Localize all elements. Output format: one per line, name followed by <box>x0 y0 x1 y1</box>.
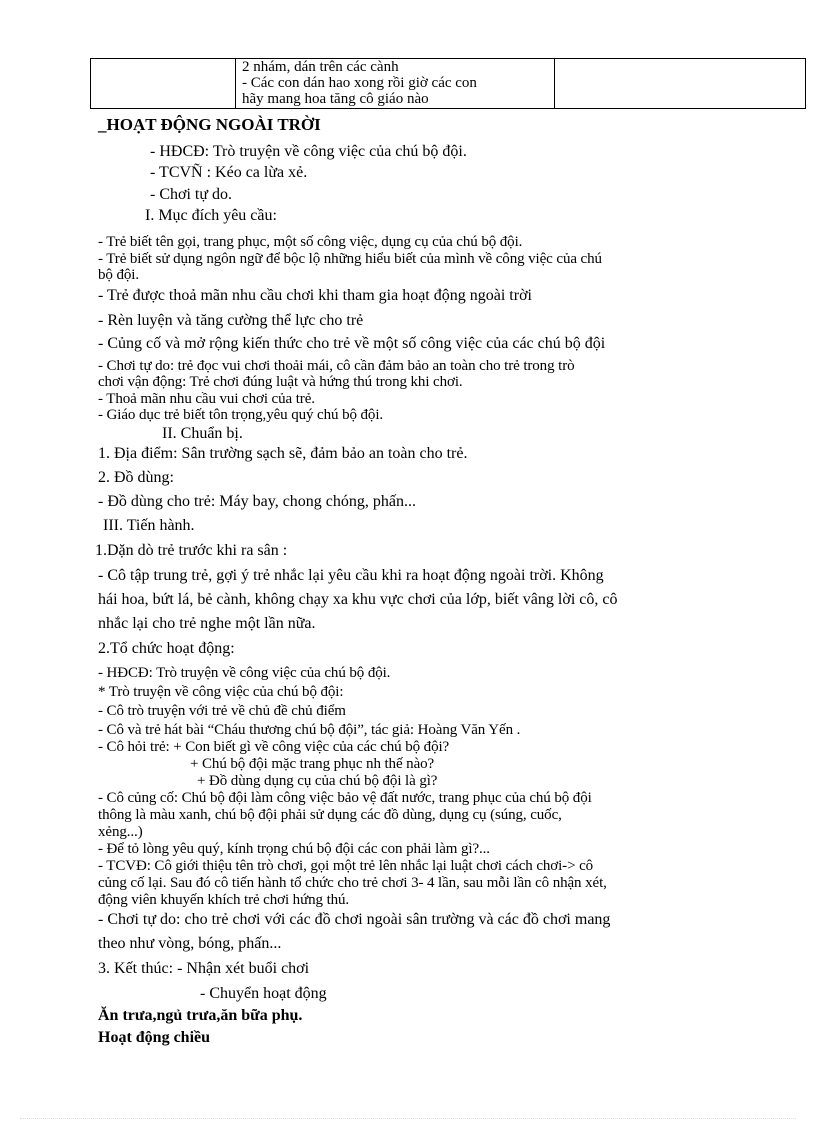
text-line: thông là màu xanh, chú bộ đội phải sử dụng các đồ dùng, dụng cụ (súng, cuốc, <box>98 807 562 823</box>
text-line: - Chơi tự do: trẻ đọc vui chơi thoải mái, cô cần đảm bảo an toàn cho trẻ trong trò <box>98 358 575 374</box>
subheading: II. Chuẩn bị. <box>162 425 243 442</box>
text-line: nhắc lại cho trẻ nghe một lần nữa. <box>98 615 316 632</box>
text-line: 1.Dặn dò trẻ trước khi ra sân : <box>95 542 288 559</box>
text-line: - Trẻ biết sử dụng ngôn ngữ để bộc lộ những hiểu biết của mình về công việc của chú <box>98 251 602 267</box>
activity-line: - TCVÑ : Kéo ca lừa xẻ. <box>150 164 308 181</box>
cell-text-line: 2 nhám, dán trên các cành <box>242 59 399 75</box>
text-line: động viên khuyến khích trẻ chơi hứng thú. <box>98 892 350 908</box>
text-line: - Cô tập trung trẻ, gợi ý trẻ nhắc lại yêu cầu khi ra hoạt động ngoài trời. Không <box>98 567 604 584</box>
section-heading: _HOẠT ĐỘNG NGOÀI TRỜI <box>98 115 321 134</box>
text-line: chơi vận động: Trẻ chơi đúng luật và hứng thú trong khi chơi. <box>98 374 463 390</box>
activity-line: - Chơi tự do. <box>150 186 233 203</box>
text-line: - Thoả mãn nhu cầu vui chơi của trẻ. <box>98 391 315 407</box>
subheading: I. Mục đích yêu cầu: <box>145 207 277 224</box>
subheading: III. Tiến hành. <box>103 517 195 534</box>
text-line: * Trò truyện về công việc của chú bộ đội: <box>98 684 344 700</box>
text-line: - Cô và trẻ hát bài “Cháu thương chú bộ đội”, tác giả: Hoàng Văn Yến . <box>98 722 521 738</box>
text-line: - HĐCĐ: Trò truyện về công việc của chú bộ đội. <box>98 665 391 681</box>
text-line: + Chú bộ đội mặc trang phục nh thế nào? <box>190 756 435 772</box>
text-line: - Trẻ được thoả mãn nhu cầu chơi khi tham gia hoạt động ngoài trời <box>98 287 532 304</box>
text-line: - Giáo dục trẻ biết tôn trọng,yêu quý chú bộ đội. <box>98 407 384 423</box>
section-heading: Ăn trưa,ngủ trưa,ăn bữa phụ. <box>98 1007 303 1024</box>
table-cell-left <box>91 59 236 108</box>
text-line: 1. Địa điểm: Sân trường sạch sẽ, đảm bảo an toàn cho trẻ. <box>98 445 468 462</box>
text-line: - Đồ dùng cho trẻ: Máy bay, chong chóng, phấn... <box>98 493 416 510</box>
text-line: - Chuyển hoạt động <box>200 985 327 1002</box>
text-line: củng cố lại. Sau đó cô tiến hành tổ chức cho trẻ chơi 3- 4 lần, sau mỗi lần cô nhận xét, <box>98 875 607 891</box>
text-line: - TCVĐ: Cô giới thiệu tên trò chơi, gọi một trẻ lên nhắc lại luật chơi cách chơi-> cô <box>98 858 594 874</box>
text-line: 2. Đồ dùng: <box>98 469 174 486</box>
text-line: xẻng...) <box>98 824 143 840</box>
text-line: - Cô hỏi trẻ: + Con biết gì về công việc của các chú bộ đội? <box>98 739 450 755</box>
text-line: - Cô củng cố: Chú bộ đội làm công việc bảo vệ đất nước, trang phục của chú bộ đội <box>98 790 592 806</box>
text-line: hái hoa, bứt lá, bẻ cành, không chạy xa khu vực chơi của lớp, biết vâng lời cô, cô <box>98 591 618 608</box>
text-line: - Củng cố và mở rộng kiến thức cho trẻ về một số công việc của các chú bộ đội <box>98 335 606 352</box>
text-line: - Cô trò truyện với trẻ về chủ đề chủ điểm <box>98 703 346 719</box>
lesson-table-row <box>90 58 806 109</box>
page-bottom-rule <box>20 1118 796 1119</box>
text-line: bộ đội. <box>98 267 139 283</box>
text-line: 2.Tổ chức hoạt động: <box>98 640 235 657</box>
section-heading: Hoạt động chiều <box>98 1029 211 1046</box>
text-line: 3. Kết thúc: - Nhận xét buổi chơi <box>98 960 310 977</box>
text-line: - Rèn luyện và tăng cường thể lực cho trẻ <box>98 312 364 329</box>
activity-line: - HĐCĐ: Trò truyện về công việc của chú bộ đội. <box>150 143 467 160</box>
text-line: - Chơi tự do: cho trẻ chơi với các đồ chơi ngoài sân trường và các đồ chơi mang <box>98 911 611 928</box>
text-line: - Trẻ biết tên gọi, trang phục, một số công việc, dụng cụ của chú bộ đội. <box>98 234 523 250</box>
text-line: theo như vòng, bóng, phấn... <box>98 935 282 952</box>
table-cell-middle <box>236 59 555 108</box>
text-line: - Để tỏ lòng yêu quý, kính trọng chú bộ đội các con phải làm gì?... <box>98 841 490 857</box>
cell-text-line: - Các con dán hao xong rồi giờ các con <box>242 75 477 91</box>
cell-text-line: hãy mang hoa tăng cô giáo nào <box>242 91 429 107</box>
text-line: + Đồ dùng dụng cụ của chú bộ đội là gì? <box>197 773 438 789</box>
